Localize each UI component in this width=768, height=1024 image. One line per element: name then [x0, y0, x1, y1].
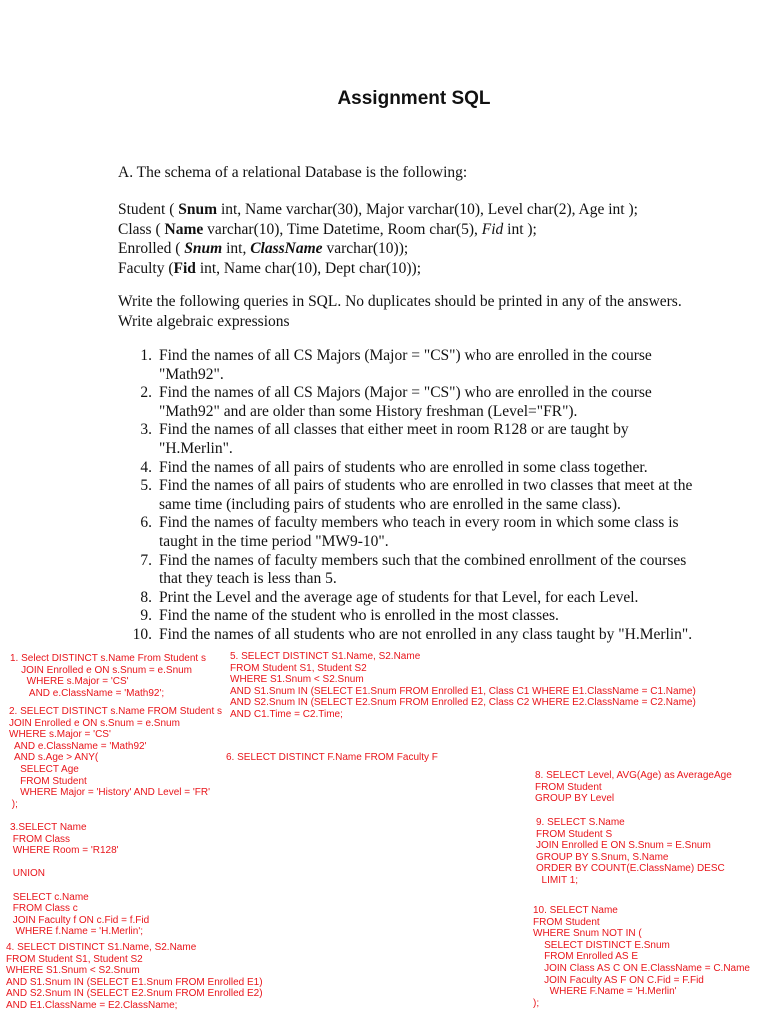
question-text: Print the Level and the average age of students for that Level, for each Level.: [159, 588, 639, 606]
sql-line: 6. SELECT DISTINCT F.Name FROM Faculty F: [226, 752, 438, 763]
question-text: Find the name of the student who is enrolled in the most classes.: [159, 607, 559, 625]
sql-line: FROM Student S1, Student S2: [6, 953, 143, 965]
sql-line: AND S2.Snum IN (SELECT E2.Snum FROM Enrolled E2): [6, 988, 263, 1000]
sql-line: AND e.ClassName = 'Math92': [9, 740, 147, 752]
instruction-line: Write the following queries in SQL. No duplicates should be printed in any of the answers.: [118, 293, 682, 310]
sql-line: 4. SELECT DISTINCT S1.Name, S2.Name: [6, 942, 197, 953]
sql-line: LIMIT 1;: [536, 874, 579, 886]
schema-text: varchar(10), Time Datetime, Room char(5),: [203, 220, 482, 238]
question-item: [132, 477, 732, 514]
question-text: Find the names of all CS Majors (Major = "CS") who are enrolled in the course: [159, 384, 652, 402]
sql-line: WHERE F.Name = 'H.Merlin': [533, 986, 677, 998]
sql-line: AND S1.Snum IN (SELECT E1.Snum FROM Enrolled E1): [6, 976, 263, 988]
question-item: [132, 347, 732, 384]
sql-line: ORDER BY COUNT(E.ClassName) DESC: [536, 863, 725, 875]
answer-10: [533, 905, 750, 1009]
sql-line: JOIN Faculty f ON c.Fid = f.Fid: [10, 914, 150, 926]
question-text: Find the names of all classes that either meet in room R128 or are taught by: [159, 421, 629, 439]
schema-text: Fid: [481, 220, 504, 238]
sql-line: );: [533, 997, 540, 1009]
question-text: that they teach is less than 5.: [159, 570, 337, 588]
answer-9: [536, 817, 725, 887]
answer-4: [6, 942, 263, 1012]
sql-line: WHERE f.Name = 'H.Merlin';: [10, 926, 144, 938]
schema-text: int );: [503, 220, 537, 238]
question-text: Find the names of faculty members such that the combined enrollment of the courses: [159, 551, 687, 569]
question-number: 10.: [132, 625, 152, 643]
question-number: 2.: [140, 384, 152, 402]
question-text: Find the names of all pairs of students who are enrolled in two classes that meet at the: [159, 477, 693, 495]
schema-text: Name: [164, 220, 204, 238]
sql-line: UNION: [10, 868, 45, 880]
sql-line: AND s.Age > ANY(: [9, 752, 99, 764]
sql-line: WHERE S1.Snum < S2.Snum: [6, 965, 140, 977]
sql-line: SELECT DISTINCT E.Snum: [533, 939, 670, 951]
question-list: [132, 347, 732, 645]
sql-line: 2. SELECT DISTINCT s.Name FROM Student s: [9, 706, 223, 717]
question-number: 1.: [140, 347, 152, 364]
sql-line: FROM Class: [10, 833, 70, 845]
sql-line: GROUP BY Level: [535, 793, 615, 805]
schema-text: int, Name char(10), Dept char(10));: [195, 259, 422, 277]
question-text: Find the names of all CS Majors (Major = "CS") who are enrolled in the course: [159, 347, 652, 364]
sql-line: AND C1.Time = C2.Time;: [230, 708, 343, 720]
question-item: [132, 514, 732, 551]
schema-text: varchar(10));: [322, 240, 409, 257]
sql-line: JOIN Faculty AS F ON C.Fid = F.Fid: [533, 974, 704, 986]
question-item: [132, 607, 732, 626]
question-text: "H.Merlin".: [159, 439, 233, 457]
sql-line: AND e.ClassName = 'Math92';: [10, 687, 165, 699]
sql-line: GROUP BY S.Snum, S.Name: [536, 851, 669, 863]
question-number: 7.: [140, 551, 152, 569]
sql-line: [10, 857, 149, 869]
sql-line: FROM Student: [535, 781, 602, 793]
sql-line: WHERE Snum NOT IN (: [533, 928, 642, 940]
schema-line: [118, 220, 638, 240]
schema-text: Snum: [178, 201, 218, 218]
sql-line: FROM Student: [9, 775, 87, 787]
sql-line: SELECT Age: [9, 763, 79, 775]
question-item: [132, 626, 732, 645]
sql-line: 5. SELECT DISTINCT S1.Name, S2.Name: [230, 651, 421, 662]
question-item: [132, 589, 732, 608]
question-number: 9.: [140, 607, 152, 625]
schema-line: [118, 200, 638, 220]
question-number: 6.: [140, 514, 152, 532]
sql-line: 3.SELECT Name: [10, 822, 87, 833]
sql-line: AND S1.Snum IN (SELECT E1.Snum FROM Enrolled E1, Class C1 WHERE E1.ClassName = C1.Name): [230, 685, 696, 697]
question-number: 4.: [140, 458, 152, 476]
sql-line: WHERE s.Major = 'CS': [9, 729, 111, 741]
sql-line: FROM Class c: [10, 903, 78, 915]
question-text: "Math92" and are older than some History freshman (Level="FR").: [159, 402, 578, 420]
schema-text: Class (: [118, 220, 165, 238]
question-text: "Math92".: [159, 365, 224, 383]
sql-line: 1. Select DISTINCT s.Name From Student s: [10, 653, 206, 664]
sql-line: WHERE Room = 'R128': [10, 845, 119, 857]
answer-1: [10, 653, 206, 699]
sql-line: JOIN Class AS C ON E.ClassName = C.Name: [533, 962, 750, 974]
sql-line: 9. SELECT S.Name: [536, 817, 625, 828]
sql-line: JOIN Enrolled E ON S.Snum = E.Snum: [536, 840, 711, 852]
question-text: Find the names of faculty members who teach in every room in which some class is: [159, 514, 679, 532]
question-number: 8.: [140, 588, 152, 606]
answer-8: [535, 770, 732, 805]
schema-text: int, Name varchar(30), Major varchar(10), Level char(2), Age int );: [217, 201, 638, 218]
schema-text: Enrolled (: [118, 240, 185, 257]
answer-5: [230, 651, 696, 721]
schema-intro: A. The schema of a relational Database is the following:: [118, 164, 468, 181]
schema-text: Fid: [173, 259, 196, 277]
question-item: [132, 421, 732, 458]
sql-line: );: [9, 798, 18, 810]
schema-definitions: [118, 200, 638, 278]
question-item: [132, 552, 732, 589]
sql-line: WHERE S1.Snum < S2.Snum: [230, 674, 364, 686]
schema-text: Student (: [118, 201, 179, 218]
schema-line: [118, 259, 638, 279]
schema-line: [118, 239, 638, 259]
sql-line: SELECT c.Name: [10, 891, 89, 903]
instruction-line: Write algebraic expressions: [118, 313, 290, 330]
sql-line: [10, 880, 149, 892]
instructions: [118, 292, 682, 332]
sql-line: WHERE Major = 'History' AND Level = 'FR': [9, 787, 211, 799]
sql-line: FROM Enrolled AS E: [533, 951, 639, 963]
question-text: same time (including pairs of students who are enrolled in the same class).: [159, 495, 621, 513]
schema-text: int,: [222, 240, 251, 257]
page-title: Assignment SQL: [337, 88, 491, 109]
schema-text: Snum: [184, 240, 223, 257]
question-text: taught in the time period "MW9-10".: [159, 532, 389, 550]
question-item: [132, 459, 732, 478]
question-number: 3.: [140, 421, 152, 439]
sql-line: AND E1.ClassName = E2.ClassName;: [6, 999, 178, 1011]
question-text: Find the names of all pairs of students who are enrolled in some class together.: [159, 458, 648, 476]
sql-line: FROM Student: [533, 916, 600, 928]
sql-line: 8. SELECT Level, AVG(Age) as AverageAge: [535, 770, 732, 781]
schema-text: Faculty (: [118, 259, 174, 277]
question-item: [132, 384, 732, 421]
answer-2: [9, 706, 222, 810]
answer-6: [226, 752, 438, 764]
question-number: 5.: [140, 477, 152, 495]
sql-line: JOIN Enrolled e ON s.Snum = e.Snum: [10, 664, 193, 676]
question-text: Find the names of all students who are not enrolled in any class taught by "H.Merlin".: [159, 625, 693, 643]
sql-line: 10. SELECT Name: [533, 905, 618, 916]
sql-line: WHERE s.Major = 'CS': [10, 676, 129, 688]
sql-line: JOIN Enrolled e ON s.Snum = e.Snum: [9, 717, 180, 729]
answer-3: [10, 822, 149, 938]
sql-line: AND S2.Snum IN (SELECT E2.Snum FROM Enrolled E2, Class C2 WHERE E2.ClassName = C2.Name): [230, 697, 696, 709]
sql-line: FROM Student S1, Student S2: [230, 662, 367, 674]
sql-line: FROM Student S: [536, 828, 613, 840]
schema-text: ClassName: [250, 240, 323, 257]
